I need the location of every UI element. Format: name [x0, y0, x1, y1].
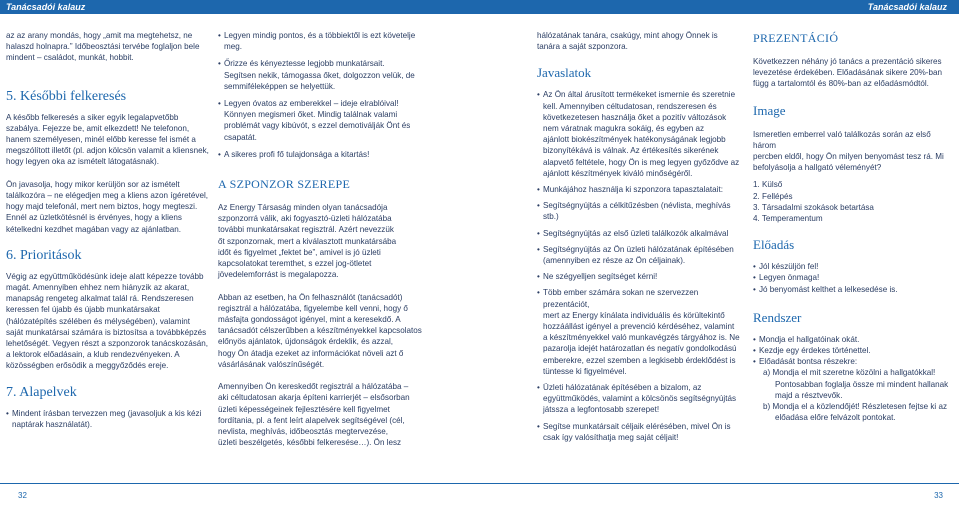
text-line: kapcsolatokat teremthet, s ezzel jog-ötletet: [218, 259, 372, 269]
section-heading-prezentacio: PREZENTÁCIÓ: [753, 31, 839, 45]
text-line: a készítményekkel való munkavégzés tárgyához is. Ne: [543, 333, 740, 343]
text-line: Ön javasolja, hogy mikor kerüljön sor az ismételt: [6, 179, 180, 189]
text-line: jövedelemforrást is megalapozza.: [218, 270, 339, 280]
text-line: emberekre, ezzel szemben a legkisebb érdeklődést is: [543, 355, 736, 365]
sub-item-line: majd a résztvevők.: [775, 390, 843, 400]
text-line: hanem személyesen, minél előbb keresse fel ismét a: [6, 135, 196, 145]
bullet-list-rendszer: [753, 334, 953, 368]
text-line: pazarolja idejét határozatlan és negatív gondolkodású: [543, 344, 737, 354]
text-line: Az Energy Társaság minden olyan tanácsadója: [218, 203, 388, 213]
text-line: őt szponzornak, mert a kiválasztott munkatársába: [218, 236, 397, 246]
text-line: mert az Energy kínálata individuális és körültekintő: [543, 310, 725, 320]
section-heading-7: 7. Alapelvek: [6, 384, 77, 400]
text-line: csak így valósíthatja meg saját céljait!: [543, 432, 679, 442]
list-item: [537, 89, 742, 179]
section-heading-image: Image: [753, 102, 786, 118]
text-line: A később felkeresés a siker egyik legalapvetőbb: [6, 112, 179, 122]
text-line: megszólított illetőt (pl. adjon kölcsön valamit a kliensnek,: [6, 146, 209, 156]
numbered-item: 3. Társadalmi szokások betartása: [753, 202, 874, 212]
text-line: hozzáállást igényel a prevenció kérdéséhez, valamint: [543, 322, 735, 332]
list-item: [218, 58, 428, 92]
text-line: befolyásolja a hallgató véleményét?: [753, 163, 882, 173]
sub-item-line: a) Mondja el mit szeretne közölni a hallgatókkal!: [763, 368, 936, 378]
text-line: Több ember számára sokan ne szervezzen prezentációt,: [543, 288, 699, 309]
text-line: Ennél az üzletkötésnél is érvényes, hogy a kliens: [6, 213, 182, 223]
section-heading-5: 5. Későbbi felkeresés: [6, 88, 127, 104]
text-line: bizonyítékává is válnak. Az értékesítés sikerének: [543, 146, 719, 156]
text-line: alapvető feltétele, hogy Ön is meg legyen győződve az: [543, 157, 740, 167]
text-line: nem váratnak magukra sokáig, és egyben az: [543, 124, 705, 134]
text-line: Mindent írásban tervezzen meg (javasoljuk a kis kézi: [12, 408, 202, 418]
text-line: halaszd holnapra.” Időbeosztási tervébe foglaljon bele: [6, 42, 200, 52]
text-line: fordítania, pl. a fent leírt alapelvek segítségével (cél,: [218, 415, 405, 425]
text-line: meg.: [224, 42, 242, 52]
text-line: magát. Amennyiben ehhez nem hiányzik az akarat,: [6, 283, 190, 293]
text-line: aki céltudatosan akarja építeni karrierjét – elsősorban: [218, 393, 410, 403]
bullet-list: [537, 89, 742, 443]
text-line: Munkájához használja ki szponzora tapasztalatait:: [543, 185, 723, 195]
list-item: [537, 271, 742, 282]
text-line: másfajta gondosságot igényel, mint a keresekdő. A: [218, 315, 401, 325]
text-line: (hálózatépítés szélében és mélységében), valamint: [6, 316, 191, 326]
text-line: tanácsadót célszerűbben a készítményekkel kapcsolatos: [218, 326, 422, 336]
paragraph-1: [218, 202, 428, 280]
text-line: szabálya. Fejezze be, amit elkezdett! Ne telefonon,: [6, 123, 190, 133]
header-title-left: Tanácsadói kalauz: [6, 2, 86, 12]
text-line: időt és figyelmet „fektet be”, amivel is jó üzleti: [218, 247, 381, 257]
paragraph-6: [6, 271, 210, 372]
text-line: Segítségnyújtás az Ön üzleti hálózatának építésében: [543, 244, 734, 254]
text-line: Ne szégyelljen segítséget kérni!: [543, 272, 658, 282]
text-line: Következzen néhány jó tanács a prezentáció sikeres: [753, 57, 942, 66]
text-line: Legyen mindig pontos, és a többiektől is ezt követelje: [224, 31, 416, 40]
text-line: függ a tartalomtól és 80%-ban az előadásmódtól.: [753, 79, 929, 89]
list-item: [537, 184, 742, 195]
text-line: ajánlott készítmények kiváló minőségéről.: [543, 168, 693, 178]
page-number-left: 32: [18, 491, 27, 500]
bullet-list-eloadas: [753, 261, 953, 295]
text-line: hálózatának tanára, csakúgy, mint ahogy Önnek is: [537, 31, 718, 40]
text-line: következetesen használja őket a pozitív változások: [543, 112, 727, 122]
list-item: [6, 408, 210, 430]
text-line: saját munkatársai számára is biztosítsa a továbbképzés: [6, 327, 207, 337]
text-line: együttműködés, valamint a kölcsönös segítségnyújtás: [543, 394, 737, 404]
column-1: [6, 30, 210, 430]
paragraph-3: [218, 381, 428, 448]
text-line: semmiféleképpen se helyettük.: [224, 81, 336, 91]
section-heading-6: 6. Prioritások: [6, 247, 82, 263]
bullet-list-top: [218, 30, 428, 160]
text-line: hogy legyen oka az ismételt látogatásnak).: [6, 157, 159, 167]
text-line: manapság rengeteg alkalmat talál rá. Rendszeresen: [6, 294, 194, 304]
paragraph-1: [753, 56, 953, 90]
column-3: [537, 30, 742, 443]
list-item: [218, 149, 428, 160]
numbered-item: 1. Külső: [753, 180, 783, 190]
text-line: Ismeretlen emberrel való találkozás során az első három: [753, 129, 931, 150]
text-line: Segítsen nekik, támogassa őket, dolgozzon velük, de: [224, 70, 415, 80]
list-item: [537, 421, 742, 443]
text-line: nevlista, meghívás, időbeosztás megtervezése,: [218, 427, 389, 437]
text-line: tanára a saját szponzora.: [537, 42, 628, 52]
column-4: [753, 30, 953, 423]
list-item: [537, 287, 742, 377]
header-title-right: Tanácsadói kalauz: [867, 2, 947, 12]
text-line: ajánlott biokészítmények hatékonyságának legjobb: [543, 135, 726, 145]
text-line: Üzleti hálózatának építésében a bizalom, az: [543, 383, 702, 393]
text-line: naptárak használatát).: [12, 419, 93, 429]
text-line: Könnyen megismeri őket. Mindig találnak valami: [224, 110, 398, 120]
list-item: [537, 244, 742, 266]
text-line: Őrizze és kényeztesse legjobb munkatársait.: [224, 59, 385, 69]
page-number-right: 33: [934, 491, 943, 500]
numbered-item: 2. Fellépés: [753, 191, 793, 201]
section-heading-sponsor: A SZPONZOR SZEREPE: [218, 177, 351, 192]
text-line: üzleti képességeinek fejlesztésére kell figyelmet: [218, 404, 390, 414]
text-line: Legyen óvatos az emberekkel – ideje elrablóival!: [224, 99, 399, 109]
text-line: A sikeres profi fő tulajdonsága a kitartás!: [224, 149, 370, 159]
list-item: • Jól készüljön fel!: [753, 261, 953, 272]
text-line: hogy Ön átadja ezeket az információkat növeli azt ő: [218, 348, 404, 358]
sub-item-line: Pontosabban foglalja össze mi mindent hallanak: [775, 379, 949, 389]
text-line: levezetése érdekében. Előadásának sikere 20%-ban: [753, 68, 942, 78]
text-line: kételkedni kezdhet magában vagy az ajánlatban.: [6, 224, 182, 234]
paragraph-2: [218, 292, 428, 370]
text-line: Az Ön által árusított termékeket ismernie és szeretnie: [543, 90, 736, 100]
text-line: szponzorrá válik, aki fogyasztó-üzleti hálózatába: [218, 214, 392, 224]
section-heading-javaslatok: Javaslatok: [537, 65, 592, 81]
list-item: [537, 200, 742, 222]
text-line: percben eldől, hogy Ön milyen benyomást tesz rá. Mi: [753, 152, 944, 162]
list-item: • Előadását bontsa részekre:: [753, 356, 953, 367]
text-line: üzleti beszélgetés, későbbi felkeresése…). Ön lesz: [218, 438, 402, 448]
text-line: az az arany mondás, hogy „amit ma megtehetsz, ne: [6, 31, 193, 40]
text-line: Végig az együttműködésünk ideje alatt képezze tovább: [6, 271, 204, 281]
text-line: mindent – családot, munkát, hobbit.: [6, 53, 134, 63]
text-line: találkozóra – ne elégedjen meg a kliens azon ígéretével,: [6, 191, 209, 201]
intro-paragraph: [537, 30, 742, 52]
list-item: [537, 382, 742, 416]
list-item: [218, 30, 428, 52]
text-line: Amennyiben Ön kereskedőt regisztrál a hálózatába –: [218, 382, 409, 392]
text-line: vásárlásának valószínűségét.: [218, 359, 325, 369]
text-line: kell. Amennyiben céltudatosan, rendszeresen és: [543, 101, 717, 111]
text-line: előnyös ajánlatok, újdonságok érdeklik, és azzal,: [218, 337, 394, 347]
numbered-list: [753, 179, 953, 224]
list-item: • Kezdje egy érdekes történettel.: [753, 345, 953, 356]
text-line: lehetőségét. Vegyen részt a szponzorok tanácskozásán,: [6, 339, 209, 349]
list-item: • Mondja el hallgatóinak okát.: [753, 334, 953, 345]
column-2: [218, 30, 428, 448]
list-item: • Legyen önmaga!: [753, 272, 953, 283]
text-line: regisztrál a hálózatába, figyelembe kell venni, hogy ő: [218, 303, 408, 313]
list-item: [218, 98, 428, 143]
text-line: csapatát.: [224, 132, 257, 142]
paragraph-2: [753, 129, 953, 174]
text-line: Segítségnyújtás a célkitűzésben (névlista, meghívás: [543, 201, 731, 211]
numbered-item: 4. Temperamentum: [753, 214, 823, 224]
intro-paragraph: [6, 30, 210, 64]
footer-rule: [0, 483, 959, 484]
text-line: problémát vagy kibúvót, s ezzel demotiválják Önt és: [224, 121, 411, 131]
sub-list: [753, 367, 953, 423]
sub-item-line: b) Mondja el a közlendőjét! Részletesen fejtse ki az: [763, 402, 948, 412]
text-line: stb.): [543, 212, 559, 222]
text-line: játssza a legfontosabb szerepet!: [543, 405, 660, 415]
list-item: [537, 228, 742, 239]
text-line: Segítségnyújtás az első üzleti találkozók alkalmával: [543, 228, 729, 238]
text-line: Abban az esetben, ha Ön felhasználót (tanácsadót): [218, 292, 403, 302]
text-line: közösségben erősödik a meggyőződés ereje.: [6, 361, 169, 371]
paragraph-5b: [6, 179, 210, 235]
text-line: a lektorok előadásain, a klub rendezvényeken. A: [6, 350, 180, 360]
sub-item-line: előadása előre felvázolt pontokat.: [775, 413, 896, 423]
bullet-list-7: [6, 408, 210, 430]
section-heading-rendszer: Rendszer: [753, 309, 802, 325]
text-line: (amennyiben ez része az Ön céljainak).: [543, 256, 686, 266]
text-line: tüntesse ki figyelmével.: [543, 366, 627, 376]
header-bar: [0, 0, 959, 14]
list-item: • Jó benyomást kelthet a lelkesedése is.: [753, 284, 953, 295]
paragraph-5a: [6, 112, 210, 168]
text-line: Segítse munkatársait céljaik elérésében, mivel Ön is: [543, 421, 731, 431]
text-line: keressen fel újabb és újabb munkatársakat: [6, 305, 160, 315]
text-line: hogy majd telefonál, mert nem biztos, hogy megteszi.: [6, 202, 198, 212]
section-heading-eloadas: Előadás: [753, 237, 795, 253]
text-line: további munkatársakat regisztrál. Azért nevezzük: [218, 225, 394, 235]
